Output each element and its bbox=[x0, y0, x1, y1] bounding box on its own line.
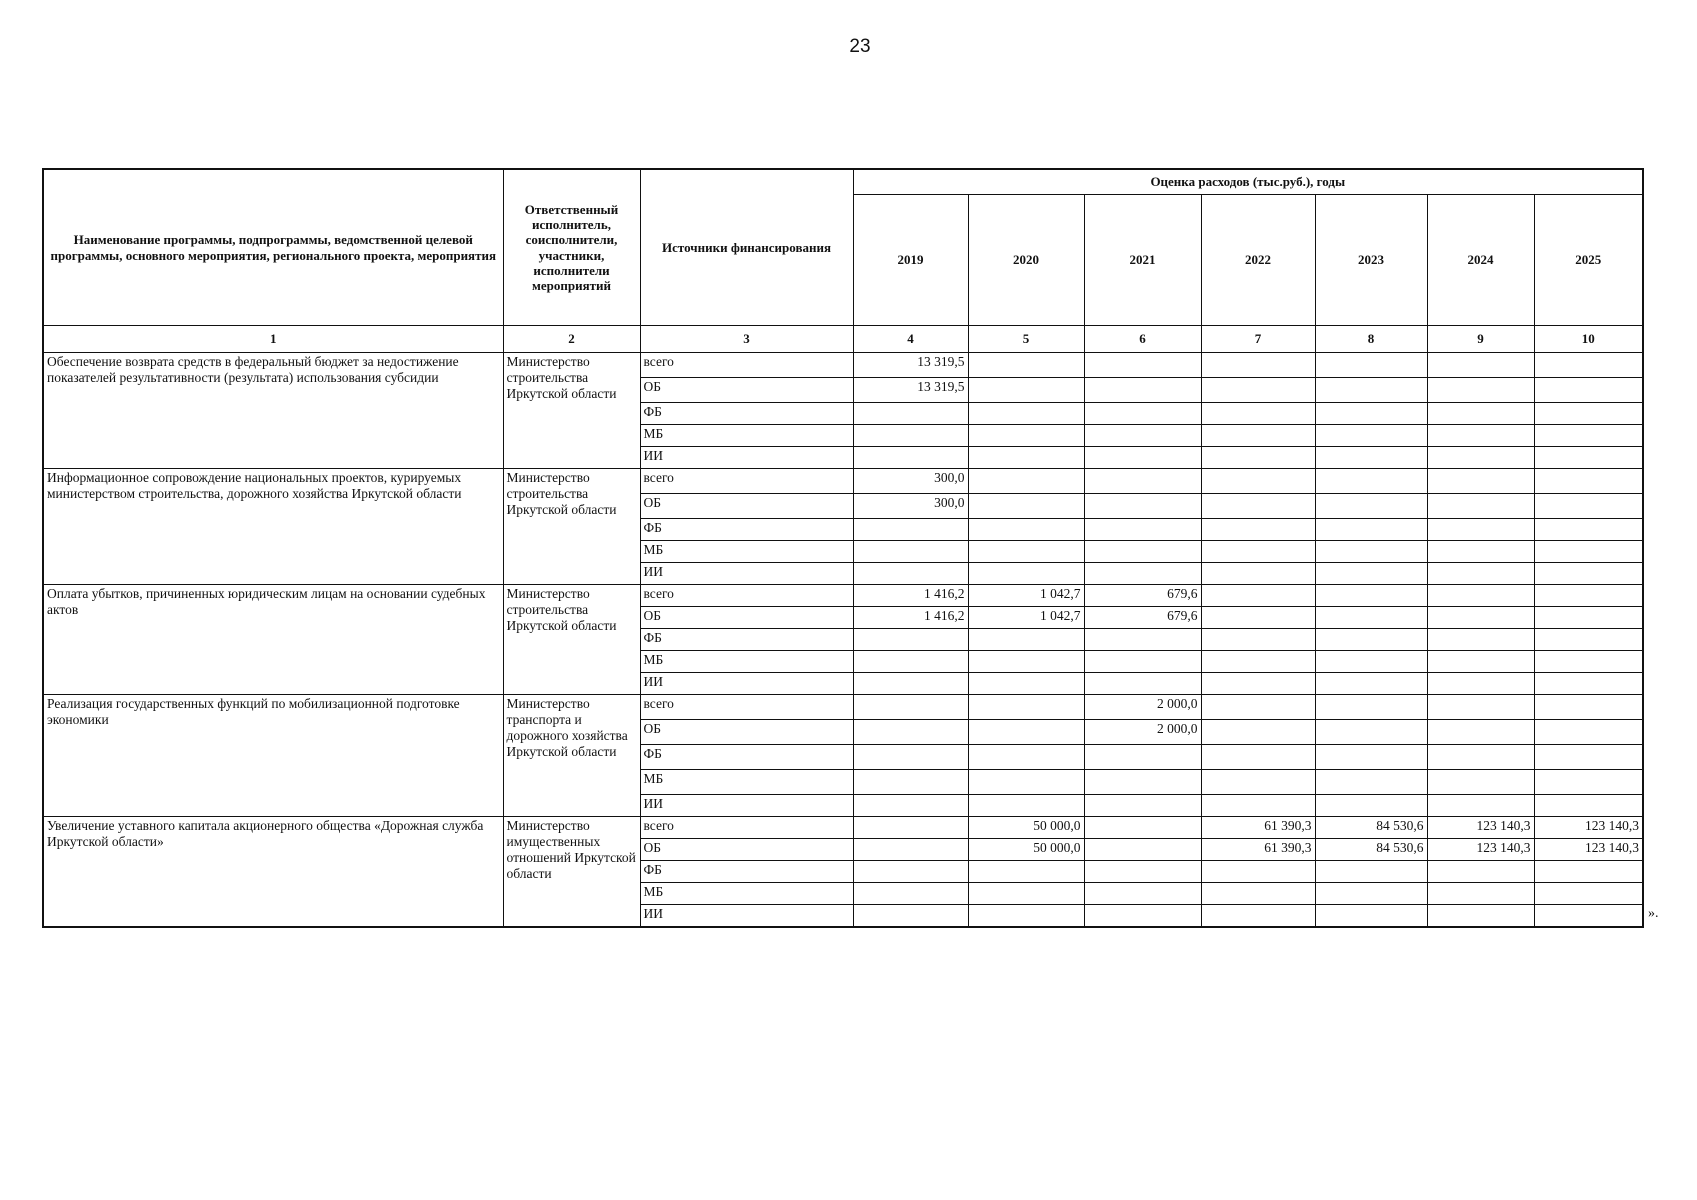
column-number: 1 bbox=[43, 326, 503, 353]
amount-cell bbox=[1534, 494, 1643, 519]
funding-source: всего bbox=[640, 695, 853, 720]
amount-cell bbox=[1201, 905, 1315, 928]
amount-cell bbox=[1427, 861, 1534, 883]
amount-cell bbox=[1534, 425, 1643, 447]
amount-cell bbox=[853, 651, 968, 673]
table-body bbox=[43, 353, 1643, 928]
column-number: 2 bbox=[503, 326, 640, 353]
funding-source: ИИ bbox=[640, 673, 853, 695]
amount-cell bbox=[1315, 861, 1427, 883]
amount-cell bbox=[1315, 905, 1427, 928]
funding-source: ОБ bbox=[640, 720, 853, 745]
amount-cell bbox=[1534, 353, 1643, 378]
amount-cell bbox=[1315, 378, 1427, 403]
amount-cell bbox=[853, 720, 968, 745]
amount-cell bbox=[853, 817, 968, 839]
amount-cell bbox=[1534, 519, 1643, 541]
amount-cell bbox=[1534, 905, 1643, 928]
amount-cell bbox=[1534, 563, 1643, 585]
amount-cell bbox=[1534, 795, 1643, 817]
amount-cell bbox=[1201, 378, 1315, 403]
amount-cell bbox=[1201, 883, 1315, 905]
funding-source: ФБ bbox=[640, 629, 853, 651]
amount-cell bbox=[1427, 403, 1534, 425]
amount-cell bbox=[1084, 378, 1201, 403]
column-numbers-row bbox=[43, 326, 1643, 353]
amount-cell bbox=[1084, 629, 1201, 651]
amount-cell bbox=[1534, 447, 1643, 469]
amount-cell bbox=[853, 795, 968, 817]
table-row bbox=[43, 817, 1643, 839]
header-year: 2022 bbox=[1201, 195, 1315, 326]
funding-source: МБ bbox=[640, 541, 853, 563]
header-funding-sources: Источники финансирования bbox=[640, 169, 853, 326]
amount-cell bbox=[1315, 519, 1427, 541]
header-year: 2024 bbox=[1427, 195, 1534, 326]
amount-cell bbox=[968, 447, 1084, 469]
amount-cell bbox=[1315, 494, 1427, 519]
program-item-name: Информационное сопровождение национальных проектов, курируемых министерством строительства, дорожного хозяйства Иркутской области bbox=[43, 469, 503, 585]
amount-cell bbox=[1201, 629, 1315, 651]
amount-cell bbox=[1427, 519, 1534, 541]
funding-source: ФБ bbox=[640, 861, 853, 883]
amount-cell bbox=[853, 403, 968, 425]
amount-cell bbox=[1084, 839, 1201, 861]
amount-cell bbox=[1084, 817, 1201, 839]
amount-cell bbox=[1315, 720, 1427, 745]
amount-cell bbox=[1084, 861, 1201, 883]
header-year: 2020 bbox=[968, 195, 1084, 326]
amount-cell bbox=[968, 673, 1084, 695]
funding-source: всего bbox=[640, 817, 853, 839]
amount-cell bbox=[1315, 629, 1427, 651]
amount-cell bbox=[1201, 403, 1315, 425]
closing-quote-mark: ». bbox=[1648, 906, 1659, 921]
amount-cell bbox=[1315, 425, 1427, 447]
amount-cell: 84 530,6 bbox=[1315, 817, 1427, 839]
amount-cell bbox=[1201, 425, 1315, 447]
amount-cell bbox=[1201, 469, 1315, 494]
amount-cell bbox=[1084, 494, 1201, 519]
funding-source: ОБ bbox=[640, 839, 853, 861]
amount-cell bbox=[1427, 720, 1534, 745]
amount-cell bbox=[968, 883, 1084, 905]
table-row bbox=[43, 469, 1643, 494]
amount-cell bbox=[1315, 353, 1427, 378]
program-item-name: Оплата убытков, причиненных юридическим лицам на основании судебных актов bbox=[43, 585, 503, 695]
table-row bbox=[43, 585, 1643, 607]
amount-cell bbox=[853, 425, 968, 447]
amount-cell bbox=[1315, 651, 1427, 673]
amount-cell bbox=[1201, 585, 1315, 607]
amount-cell: 1 416,2 bbox=[853, 585, 968, 607]
header-program-name: Наименование программы, подпрограммы, ведомственной целевой программы, основного мероприятия, регионального проекта, мероприятия bbox=[43, 169, 503, 326]
amount-cell bbox=[1534, 585, 1643, 607]
amount-cell bbox=[1201, 745, 1315, 770]
amount-cell bbox=[1084, 425, 1201, 447]
amount-cell bbox=[1201, 861, 1315, 883]
amount-cell bbox=[1084, 795, 1201, 817]
amount-cell bbox=[1315, 585, 1427, 607]
amount-cell: 1 416,2 bbox=[853, 607, 968, 629]
amount-cell bbox=[853, 861, 968, 883]
amount-cell bbox=[1427, 745, 1534, 770]
funding-source: МБ bbox=[640, 651, 853, 673]
amount-cell bbox=[1315, 745, 1427, 770]
amount-cell bbox=[1084, 745, 1201, 770]
responsible-executor: Министерство строительства Иркутской области bbox=[503, 353, 640, 469]
amount-cell: 13 319,5 bbox=[853, 353, 968, 378]
funding-source: ОБ bbox=[640, 378, 853, 403]
funding-source: ИИ bbox=[640, 447, 853, 469]
amount-cell bbox=[1315, 695, 1427, 720]
funding-source: всего bbox=[640, 469, 853, 494]
amount-cell bbox=[1084, 469, 1201, 494]
amount-cell bbox=[968, 629, 1084, 651]
amount-cell bbox=[968, 425, 1084, 447]
column-number: 6 bbox=[1084, 326, 1201, 353]
amount-cell bbox=[1315, 447, 1427, 469]
amount-cell bbox=[1534, 861, 1643, 883]
amount-cell: 13 319,5 bbox=[853, 378, 968, 403]
amount-cell bbox=[1427, 905, 1534, 928]
amount-cell bbox=[968, 494, 1084, 519]
amount-cell bbox=[1201, 563, 1315, 585]
amount-cell bbox=[1427, 541, 1534, 563]
amount-cell bbox=[1427, 651, 1534, 673]
amount-cell bbox=[1534, 651, 1643, 673]
funding-source: ОБ bbox=[640, 607, 853, 629]
column-number: 5 bbox=[968, 326, 1084, 353]
amount-cell bbox=[1201, 770, 1315, 795]
responsible-executor: Министерство строительства Иркутской области bbox=[503, 469, 640, 585]
amount-cell bbox=[1427, 695, 1534, 720]
amount-cell: 679,6 bbox=[1084, 585, 1201, 607]
header-year: 2021 bbox=[1084, 195, 1201, 326]
amount-cell: 1 042,7 bbox=[968, 607, 1084, 629]
amount-cell bbox=[1084, 673, 1201, 695]
amount-cell bbox=[968, 720, 1084, 745]
column-number: 7 bbox=[1201, 326, 1315, 353]
amount-cell bbox=[968, 795, 1084, 817]
amount-cell bbox=[968, 378, 1084, 403]
amount-cell bbox=[1315, 469, 1427, 494]
amount-cell: 679,6 bbox=[1084, 607, 1201, 629]
amount-cell bbox=[1534, 745, 1643, 770]
amount-cell bbox=[1534, 770, 1643, 795]
amount-cell bbox=[853, 905, 968, 928]
column-number: 10 bbox=[1534, 326, 1643, 353]
amount-cell bbox=[1427, 585, 1534, 607]
amount-cell bbox=[1315, 883, 1427, 905]
amount-cell: 123 140,3 bbox=[1427, 817, 1534, 839]
amount-cell bbox=[1084, 519, 1201, 541]
table-row bbox=[43, 695, 1643, 720]
amount-cell bbox=[1201, 795, 1315, 817]
funding-source: ИИ bbox=[640, 905, 853, 928]
amount-cell bbox=[968, 695, 1084, 720]
funding-source: МБ bbox=[640, 425, 853, 447]
amount-cell bbox=[1427, 673, 1534, 695]
amount-cell bbox=[1084, 905, 1201, 928]
program-item-name: Обеспечение возврата средств в федеральный бюджет за недостижение показателей результативности (результата) использования субсидии bbox=[43, 353, 503, 469]
amount-cell bbox=[1427, 795, 1534, 817]
amount-cell bbox=[1315, 770, 1427, 795]
funding-source: ОБ bbox=[640, 494, 853, 519]
amount-cell bbox=[853, 745, 968, 770]
amount-cell bbox=[1534, 629, 1643, 651]
amount-cell bbox=[1427, 883, 1534, 905]
amount-cell bbox=[853, 629, 968, 651]
funding-source: всего bbox=[640, 585, 853, 607]
amount-cell bbox=[1534, 673, 1643, 695]
amount-cell bbox=[1427, 469, 1534, 494]
amount-cell bbox=[1201, 447, 1315, 469]
column-number: 3 bbox=[640, 326, 853, 353]
amount-cell bbox=[1427, 494, 1534, 519]
amount-cell bbox=[1201, 651, 1315, 673]
header-years-caption: Оценка расходов (тыс.руб.), годы bbox=[853, 169, 1643, 195]
amount-cell bbox=[1084, 447, 1201, 469]
amount-cell: 50 000,0 bbox=[968, 839, 1084, 861]
amount-cell bbox=[853, 695, 968, 720]
amount-cell bbox=[1084, 563, 1201, 585]
amount-cell bbox=[968, 563, 1084, 585]
amount-cell bbox=[968, 353, 1084, 378]
funding-source: ФБ bbox=[640, 403, 853, 425]
header-year: 2023 bbox=[1315, 195, 1427, 326]
amount-cell bbox=[853, 770, 968, 795]
column-number: 4 bbox=[853, 326, 968, 353]
amount-cell bbox=[1084, 353, 1201, 378]
amount-cell bbox=[1534, 469, 1643, 494]
amount-cell bbox=[1084, 403, 1201, 425]
funding-source: МБ bbox=[640, 883, 853, 905]
responsible-executor: Министерство имущественных отношений Иркутской области bbox=[503, 817, 640, 928]
amount-cell: 84 530,6 bbox=[1315, 839, 1427, 861]
amount-cell bbox=[1201, 541, 1315, 563]
expenditure-table bbox=[42, 168, 1644, 928]
amount-cell bbox=[853, 839, 968, 861]
amount-cell: 50 000,0 bbox=[968, 817, 1084, 839]
header-responsible: Ответственный исполнитель, соисполнители, участники, исполнители мероприятий bbox=[503, 169, 640, 326]
amount-cell bbox=[1534, 403, 1643, 425]
page-number: 23 bbox=[849, 36, 871, 57]
amount-cell bbox=[853, 563, 968, 585]
amount-cell bbox=[853, 447, 968, 469]
amount-cell: 2 000,0 bbox=[1084, 695, 1201, 720]
amount-cell bbox=[1201, 519, 1315, 541]
amount-cell: 300,0 bbox=[853, 494, 968, 519]
program-item-name: Реализация государственных функций по мобилизационной подготовке экономики bbox=[43, 695, 503, 817]
amount-cell bbox=[1084, 541, 1201, 563]
amount-cell bbox=[968, 403, 1084, 425]
amount-cell bbox=[1427, 607, 1534, 629]
responsible-executor: Министерство транспорта и дорожного хозяйства Иркутской области bbox=[503, 695, 640, 817]
amount-cell bbox=[968, 651, 1084, 673]
responsible-executor: Министерство строительства Иркутской области bbox=[503, 585, 640, 695]
amount-cell bbox=[1201, 494, 1315, 519]
amount-cell bbox=[853, 519, 968, 541]
amount-cell bbox=[1315, 607, 1427, 629]
amount-cell bbox=[1315, 403, 1427, 425]
amount-cell bbox=[968, 745, 1084, 770]
funding-source: ИИ bbox=[640, 563, 853, 585]
amount-cell: 123 140,3 bbox=[1427, 839, 1534, 861]
amount-cell bbox=[1427, 770, 1534, 795]
amount-cell bbox=[1315, 673, 1427, 695]
amount-cell bbox=[1534, 695, 1643, 720]
column-number: 9 bbox=[1427, 326, 1534, 353]
table-row bbox=[43, 353, 1643, 378]
amount-cell bbox=[853, 541, 968, 563]
amount-cell bbox=[1315, 795, 1427, 817]
amount-cell bbox=[1427, 378, 1534, 403]
amount-cell bbox=[1315, 563, 1427, 585]
funding-source: ФБ bbox=[640, 745, 853, 770]
amount-cell bbox=[1534, 541, 1643, 563]
amount-cell: 123 140,3 bbox=[1534, 839, 1643, 861]
program-item-name: Увеличение уставного капитала акционерного общества «Дорожная служба Иркутской области» bbox=[43, 817, 503, 928]
amount-cell bbox=[968, 469, 1084, 494]
amount-cell bbox=[1201, 673, 1315, 695]
funding-source: всего bbox=[640, 353, 853, 378]
amount-cell bbox=[1427, 563, 1534, 585]
amount-cell bbox=[1084, 651, 1201, 673]
header-year: 2019 bbox=[853, 195, 968, 326]
amount-cell: 123 140,3 bbox=[1534, 817, 1643, 839]
amount-cell: 61 390,3 bbox=[1201, 817, 1315, 839]
amount-cell bbox=[853, 673, 968, 695]
amount-cell bbox=[853, 883, 968, 905]
amount-cell bbox=[1534, 883, 1643, 905]
amount-cell: 300,0 bbox=[853, 469, 968, 494]
amount-cell bbox=[968, 541, 1084, 563]
amount-cell bbox=[1427, 447, 1534, 469]
amount-cell: 2 000,0 bbox=[1084, 720, 1201, 745]
amount-cell bbox=[1427, 629, 1534, 651]
amount-cell bbox=[1201, 695, 1315, 720]
funding-source: МБ bbox=[640, 770, 853, 795]
amount-cell bbox=[1201, 720, 1315, 745]
amount-cell bbox=[1534, 720, 1643, 745]
funding-source: ФБ bbox=[640, 519, 853, 541]
funding-source: ИИ bbox=[640, 795, 853, 817]
amount-cell bbox=[1201, 353, 1315, 378]
amount-cell: 61 390,3 bbox=[1201, 839, 1315, 861]
amount-cell bbox=[968, 519, 1084, 541]
amount-cell bbox=[1534, 607, 1643, 629]
amount-cell bbox=[1427, 353, 1534, 378]
header-year: 2025 bbox=[1534, 195, 1643, 326]
amount-cell bbox=[968, 861, 1084, 883]
amount-cell bbox=[1084, 770, 1201, 795]
amount-cell bbox=[1201, 607, 1315, 629]
amount-cell bbox=[1427, 425, 1534, 447]
amount-cell bbox=[968, 770, 1084, 795]
amount-cell bbox=[1084, 883, 1201, 905]
amount-cell bbox=[1315, 541, 1427, 563]
column-number: 8 bbox=[1315, 326, 1427, 353]
amount-cell bbox=[1534, 378, 1643, 403]
amount-cell: 1 042,7 bbox=[968, 585, 1084, 607]
amount-cell bbox=[968, 905, 1084, 928]
